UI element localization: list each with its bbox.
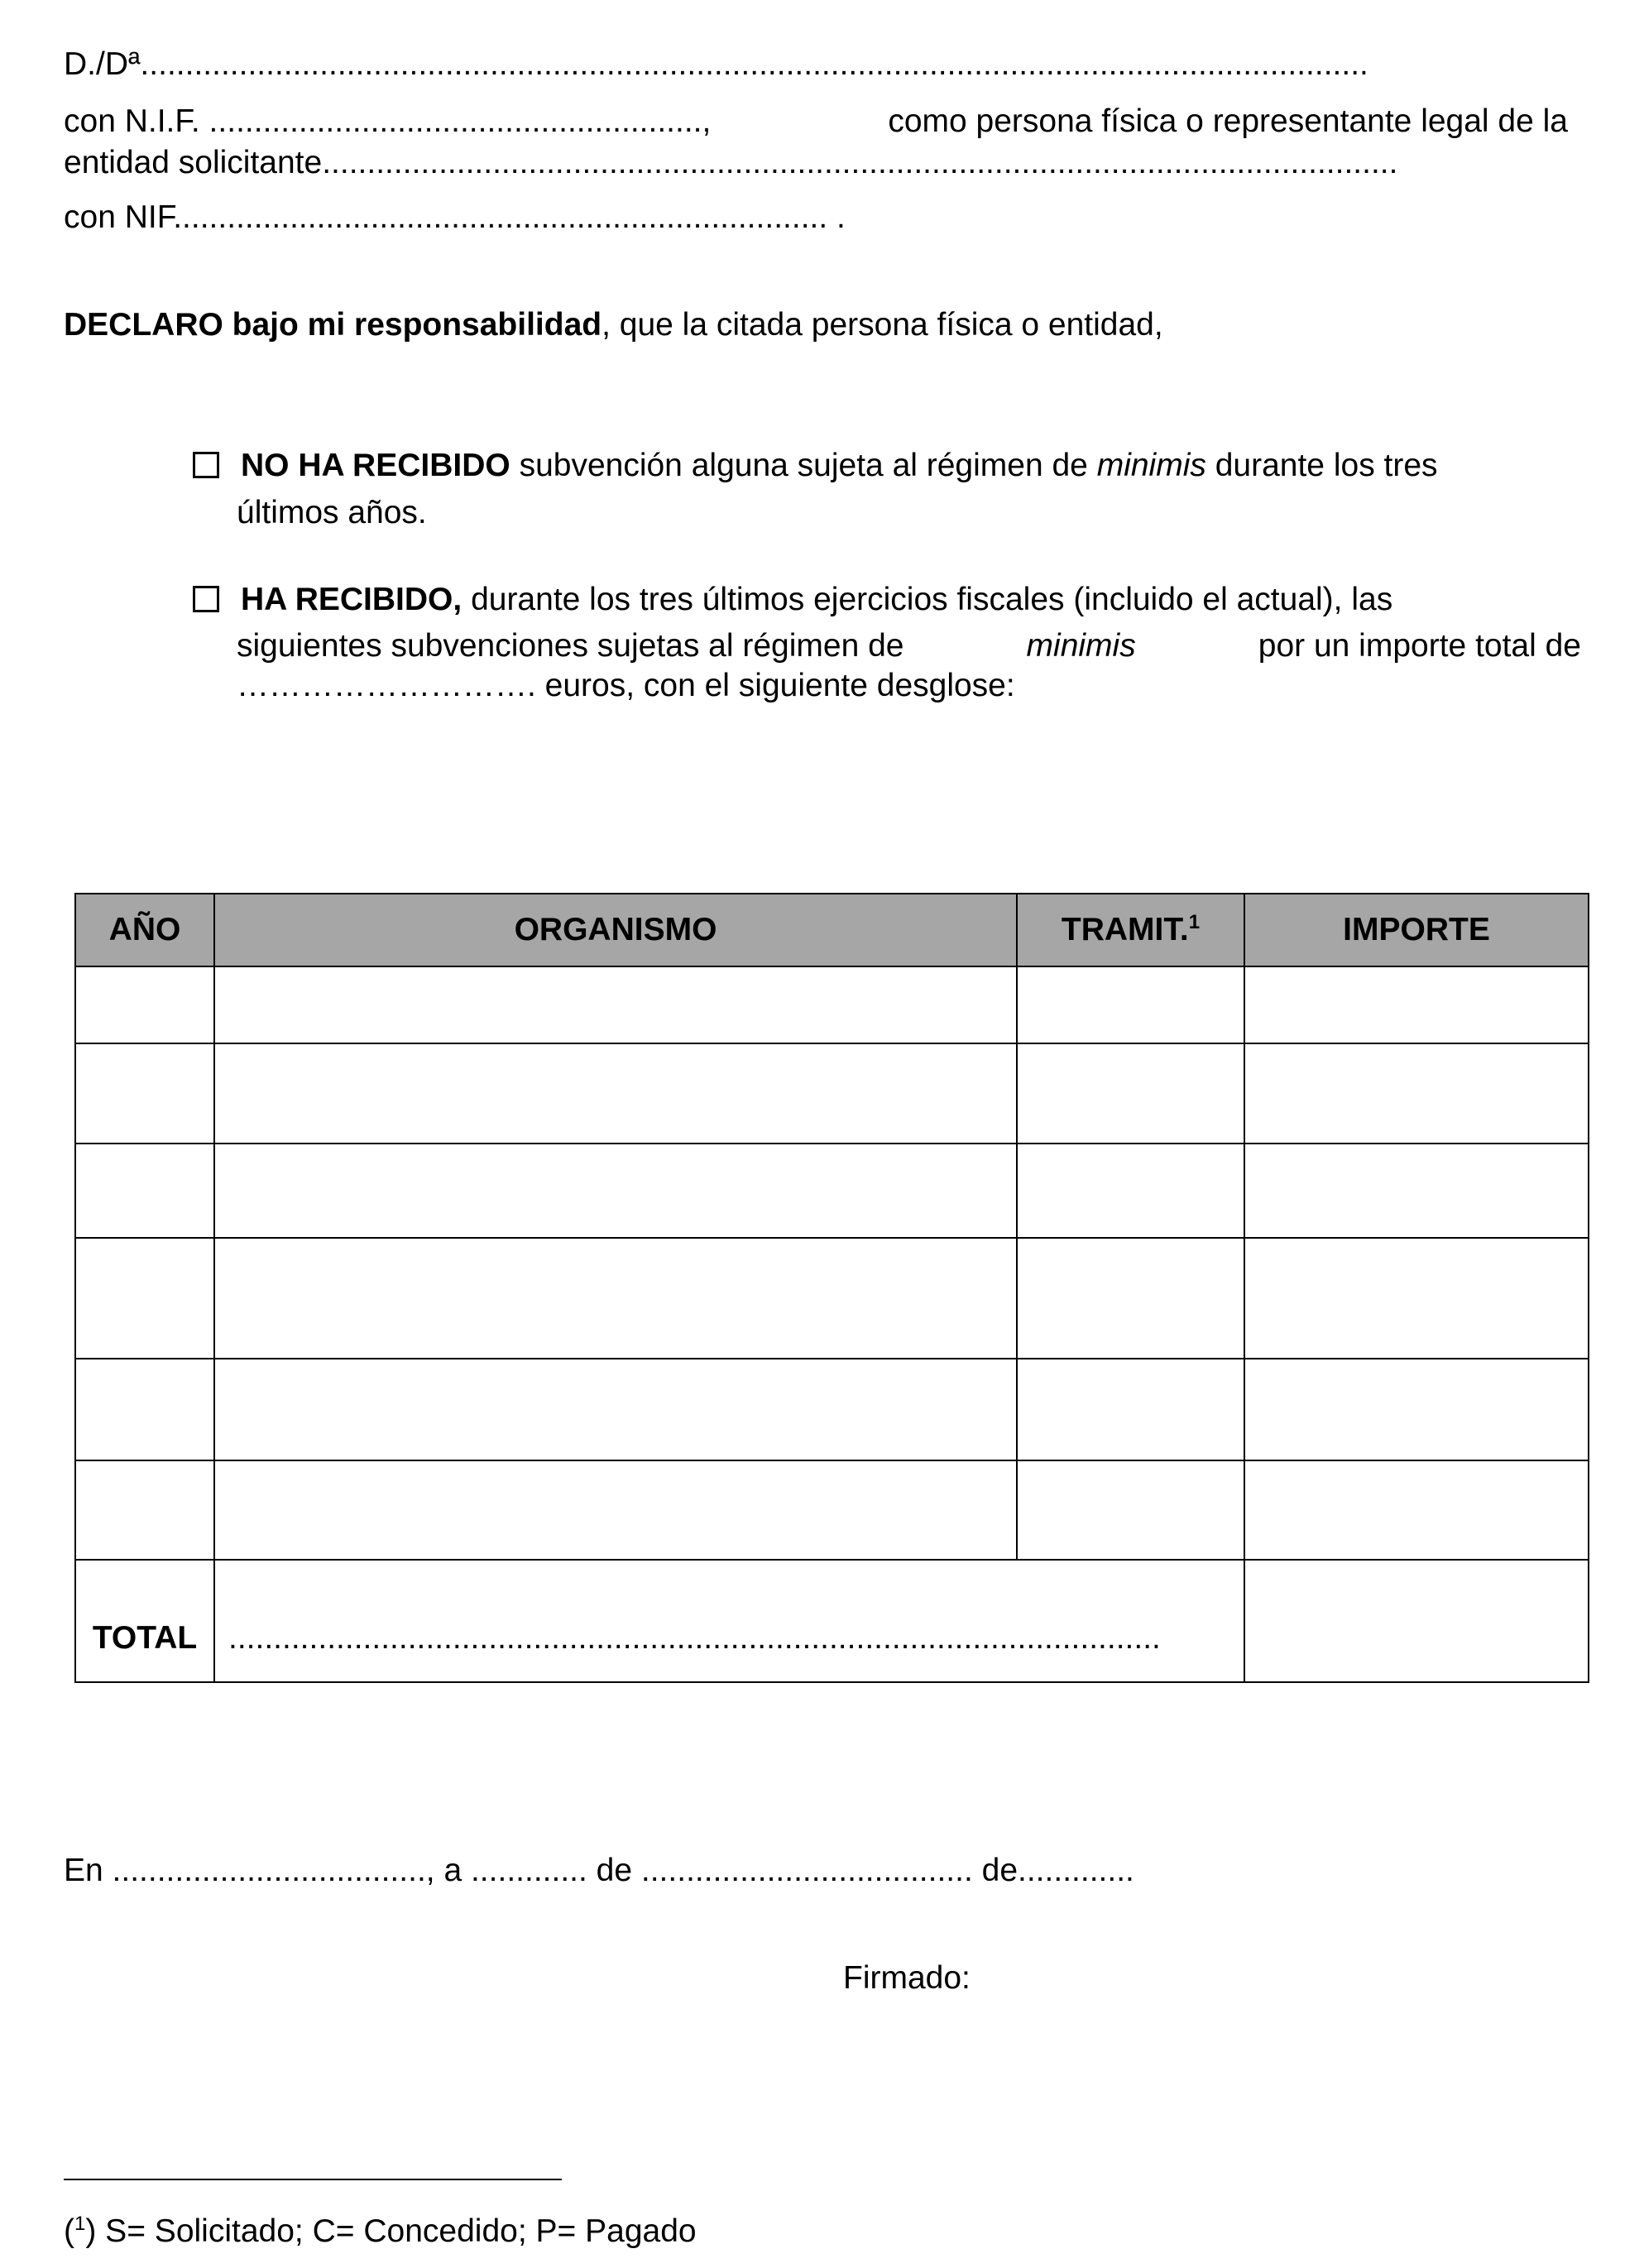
cell-year[interactable] xyxy=(75,966,214,1043)
cell-year[interactable] xyxy=(75,1238,214,1359)
signed-label: Firmado: xyxy=(843,1960,971,1996)
received-text-a: durante los tres últimos ejercicios fiscales (incluido el actual), las xyxy=(462,582,1393,617)
entity-nif-line[interactable] xyxy=(64,199,1568,237)
total-label: TOTAL xyxy=(75,1560,214,1682)
received-checkbox[interactable] xyxy=(193,586,219,612)
cell-amount[interactable] xyxy=(1244,1460,1589,1560)
header-tramit-label: TRAMIT. xyxy=(1061,912,1189,947)
received-line2-italic: minimis xyxy=(1026,628,1136,664)
declaration-rest: , que la citada persona física o entidad, xyxy=(602,307,1163,343)
header-organism: ORGANISMO xyxy=(214,894,1017,966)
footnote-mark: 1 xyxy=(74,2213,86,2235)
received-line3: ………………………. euros, con el siguiente desglose: xyxy=(237,668,1015,703)
name-field-text: D./Dª......................................................................................................................................... xyxy=(64,46,1368,82)
cell-organism[interactable] xyxy=(214,1043,1017,1144)
entity-field-text: entidad solicitante........................................................................................................................ xyxy=(64,145,1398,180)
entity-field-line[interactable] xyxy=(64,144,1568,182)
not-received-checkbox[interactable] xyxy=(193,452,219,478)
header-year: AÑO xyxy=(75,894,214,966)
not-received-italic: minimis xyxy=(1096,448,1206,483)
cell-organism[interactable] xyxy=(214,966,1017,1043)
entity-nif-text: con NIF......................................................................... . xyxy=(64,199,846,235)
nif-line xyxy=(64,103,1568,141)
footnote xyxy=(64,2213,697,2251)
total-dots: ........................................................................................................ xyxy=(214,1560,1244,1682)
cell-amount[interactable] xyxy=(1244,1238,1589,1359)
footnote-text: ) S= Solicitado; C= Concedido; P= Pagado xyxy=(85,2213,697,2249)
table-total-row xyxy=(75,1560,1589,1682)
received-bold: HA RECIBIDO, xyxy=(241,582,463,617)
cell-amount[interactable] xyxy=(1244,1043,1589,1144)
place-date-line[interactable]: En ..................................., a ............. de ..................................... de............. xyxy=(64,1853,1134,1888)
table-row xyxy=(75,1144,1589,1238)
cell-tramit[interactable] xyxy=(1017,966,1244,1043)
option-received xyxy=(193,581,1581,619)
table-header-row xyxy=(75,894,1589,966)
received-line2-a: siguientes subvenciones sujetas al régimen de xyxy=(237,628,904,664)
cell-tramit[interactable] xyxy=(1017,1460,1244,1560)
table-row xyxy=(75,1460,1589,1560)
cell-amount[interactable] xyxy=(1244,1144,1589,1238)
not-received-bold: NO HA RECIBIDO xyxy=(241,448,510,483)
cell-tramit[interactable] xyxy=(1017,1043,1244,1144)
cell-tramit[interactable] xyxy=(1017,1238,1244,1359)
cell-tramit[interactable] xyxy=(1017,1359,1244,1460)
received-line2 xyxy=(237,627,1581,665)
table-row xyxy=(75,1238,1589,1359)
cell-organism[interactable] xyxy=(214,1460,1017,1560)
cell-amount[interactable] xyxy=(1244,1359,1589,1460)
cell-year[interactable] xyxy=(75,1043,214,1144)
total-amount[interactable] xyxy=(1244,1560,1589,1682)
not-received-text-b: durante los tres xyxy=(1205,448,1438,483)
option-not-received xyxy=(193,447,1581,485)
cell-year[interactable] xyxy=(75,1460,214,1560)
cell-organism[interactable] xyxy=(214,1144,1017,1238)
received-line2-b: por un importe total de xyxy=(1258,628,1581,664)
not-received-text-a: subvención alguna sujeta al régimen de xyxy=(510,448,1097,483)
cell-tramit[interactable] xyxy=(1017,1144,1244,1238)
header-tramit-footnote: 1 xyxy=(1188,911,1201,933)
nif-field[interactable]: con N.I.F. ......................................................., xyxy=(64,103,712,139)
cell-amount[interactable] xyxy=(1244,966,1589,1043)
subsidies-table xyxy=(74,893,1589,1683)
table-row xyxy=(75,1359,1589,1460)
cell-organism[interactable] xyxy=(214,1238,1017,1359)
header-amount: IMPORTE xyxy=(1244,894,1589,966)
footnote-divider xyxy=(64,2179,562,2180)
table-row xyxy=(75,1043,1589,1144)
name-field-line[interactable] xyxy=(64,46,1568,84)
table-row xyxy=(75,966,1589,1043)
not-received-line2: últimos años. xyxy=(237,495,427,530)
representative-text: como persona física o representante legal de la xyxy=(888,103,1568,139)
declaration-statement xyxy=(64,306,1568,344)
cell-year[interactable] xyxy=(75,1359,214,1460)
header-tramit xyxy=(1017,894,1244,966)
declaration-bold: DECLARO bajo mi responsabilidad xyxy=(64,307,602,343)
cell-organism[interactable] xyxy=(214,1359,1017,1460)
footnote-open: ( xyxy=(64,2213,74,2249)
cell-year[interactable] xyxy=(75,1144,214,1238)
